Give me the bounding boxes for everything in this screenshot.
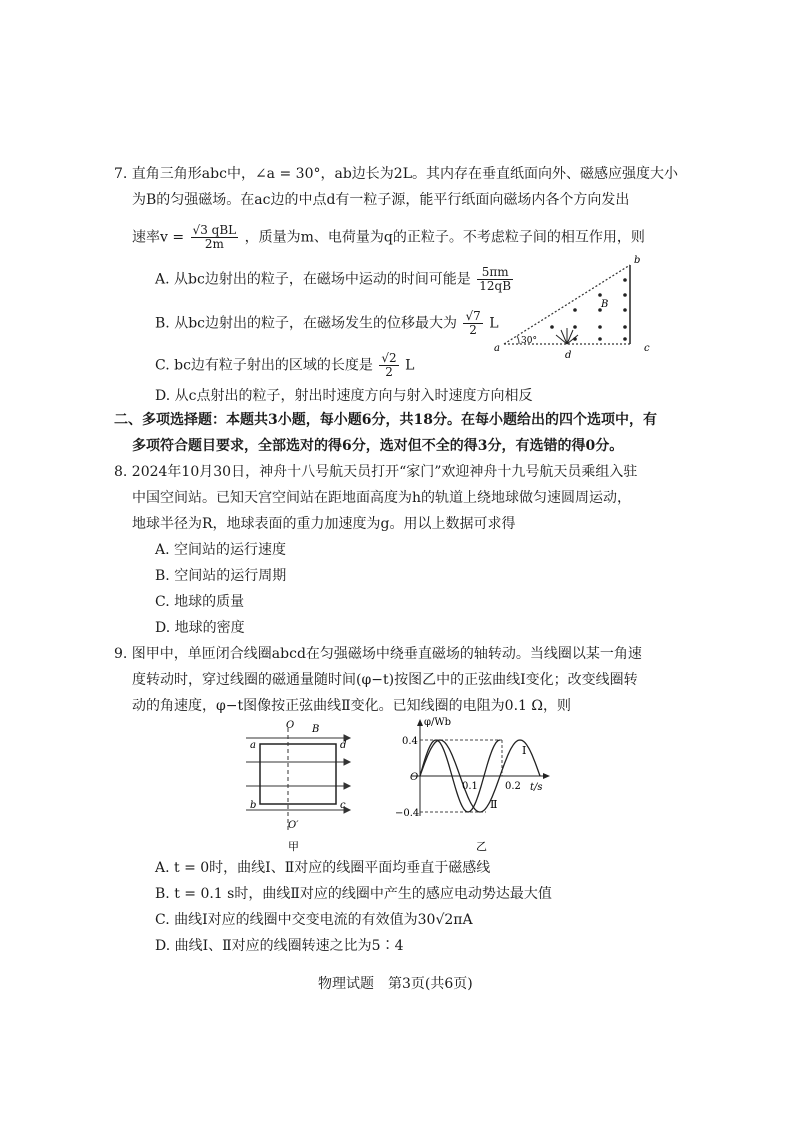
q7-option-a-den: 12qB (479, 279, 512, 293)
q9-option-b: B. t = 0.1 s时，曲线Ⅱ对应的线圈中产生的感应电动势达最大值 (155, 886, 552, 902)
x-axis-label: t/s (530, 782, 543, 793)
label-b: b (634, 255, 641, 266)
q9-line2: 度转动时，穿过线圈的磁通量随时间(φ−t)按图乙中的正弦曲线Ⅰ变化；改变线圈转 (132, 672, 638, 688)
q7-line2: 为B的匀强磁场。在ac边的中点d有一粒子源，能平行纸面向磁场内各个方向发出 (132, 192, 630, 208)
q9-line3: 动的角速度，φ−t图像按正弦曲线Ⅱ变化。已知线圈的电阻为0.1 Ω，则 (132, 698, 571, 714)
label-d: d (340, 740, 347, 751)
q8-line2: 中国空间站。已知天宫空间站在距地面高度为h的轨道上绕地球做匀速圆周运动， (132, 490, 632, 506)
q7-speed-den: 2m (204, 237, 224, 251)
q7-triangle-figure (486, 250, 656, 360)
label-O: O (286, 720, 295, 731)
q7-option-c-num: √2 (381, 351, 397, 365)
q8-line3: 地球半径为R，地球表面的重力加速度为g。用以上数据可求得 (132, 516, 516, 532)
q9-option-a: A. t = 0时，曲线Ⅰ、Ⅱ对应的线圈平面均垂直于磁感线 (155, 860, 491, 876)
q7-option-b-suffix: L (489, 315, 499, 332)
coil-abcd (260, 744, 336, 804)
q8-option-c: C. 地球的质量 (155, 594, 245, 610)
q7-option-c-text: C. bc边有粒子射出的区域的长度是 (155, 357, 373, 374)
ytick-bottom: −0.4 (395, 808, 420, 819)
curve-I-label: Ⅰ (522, 744, 527, 757)
q8-option-b: B. 空间站的运行周期 (155, 568, 287, 584)
section2-line1: 二、多项选择题：本题共3小题，每小题6分，共18分。在每小题给出的四个选项中，有 (114, 412, 657, 428)
label-B: B (312, 724, 320, 735)
q7-speed-fraction (191, 224, 239, 251)
section2-line2: 多项符合题目要求，全部选对的得6分，选对但不全的得3分，有选错的得0分。 (132, 438, 624, 454)
caption-jia: 甲 (288, 840, 299, 853)
page-footer: 物理试题 第3页(共6页) (318, 976, 473, 992)
q7-option-b-den: 2 (469, 323, 477, 337)
q9-option-c: C. 曲线Ⅰ对应的线圈中交变电流的有效值为30√2πA (155, 912, 473, 928)
q7-option-b (155, 310, 498, 337)
label-c: c (340, 800, 346, 811)
label-c: c (644, 343, 650, 354)
q7-option-b-num: √7 (465, 309, 481, 323)
q7-speed-num: √3 qBL (192, 223, 237, 237)
q8-line1: 8. 2024年10月30日，神舟十八号航天员打开“家门”欢迎神舟十九号航天员乘组入驻 (114, 464, 638, 480)
curve-II-label: Ⅱ (490, 798, 498, 811)
q7-option-c-suffix: L (405, 357, 415, 374)
q7-option-b-fraction (463, 310, 482, 337)
x-axis-arrow (543, 773, 550, 779)
q8-option-a: A. 空间站的运行速度 (155, 542, 287, 558)
caption-yi: 乙 (476, 840, 487, 853)
label-angle: 30° (521, 336, 537, 346)
q9-phi-t-graph (390, 716, 560, 854)
q7-speed-suffix: ，质量为m、电荷量为q的正粒子。不考虑粒子间的相互作用，则 (244, 229, 645, 246)
q7-option-a (155, 266, 515, 293)
q7-option-c-den: 2 (385, 365, 393, 379)
angle-arc (517, 336, 519, 344)
label-O-prime: O′ (288, 820, 299, 831)
label-b: b (250, 800, 257, 811)
q9-option-d: D. 曲线Ⅰ、Ⅱ对应的线圈转速之比为5∶4 (155, 938, 404, 954)
q7-line1: 7. 直角三角形abc中，∠a = 30°，ab边长为2L。其内存在垂直纸面向外、磁感应强度大小 (114, 166, 678, 182)
label-a: a (494, 343, 500, 354)
q7-option-c-fraction (379, 352, 398, 379)
particle-source-arrows (556, 328, 578, 344)
origin-label: O (410, 772, 419, 783)
q7-option-a-num: 5πm (477, 266, 513, 280)
q8-option-d: D. 地球的密度 (155, 620, 245, 636)
q7-speed-prefix: 速率v = (132, 229, 185, 246)
y-axis-arrow (417, 719, 423, 726)
q7-line3 (132, 224, 645, 251)
label-B: B (601, 299, 609, 310)
xtick-0.2: 0.2 (505, 781, 521, 792)
q7-option-a-text: A. 从bc边射出的粒子，在磁场中运动的时间可能是 (155, 271, 471, 288)
q7-option-c (155, 352, 414, 379)
y-axis-label: φ/Wb (424, 717, 452, 728)
field-lines (246, 735, 350, 813)
xtick-0.1: 0.1 (462, 781, 478, 792)
q7-option-b-text: B. 从bc边射出的粒子，在磁场发生的位移最大为 (155, 315, 457, 332)
q9-coil-figure (240, 718, 355, 854)
label-a: a (250, 740, 256, 751)
q7-option-d: D. 从c点射出的粒子，射出时速度方向与射入时速度方向相反 (155, 388, 533, 404)
ytick-top: 0.4 (402, 736, 418, 747)
label-d: d (565, 350, 572, 360)
q9-line1: 9. 图甲中，单匝闭合线圈abcd在匀强磁场中绕垂直磁场的轴转动。当线圈以某一角速 (114, 646, 642, 662)
